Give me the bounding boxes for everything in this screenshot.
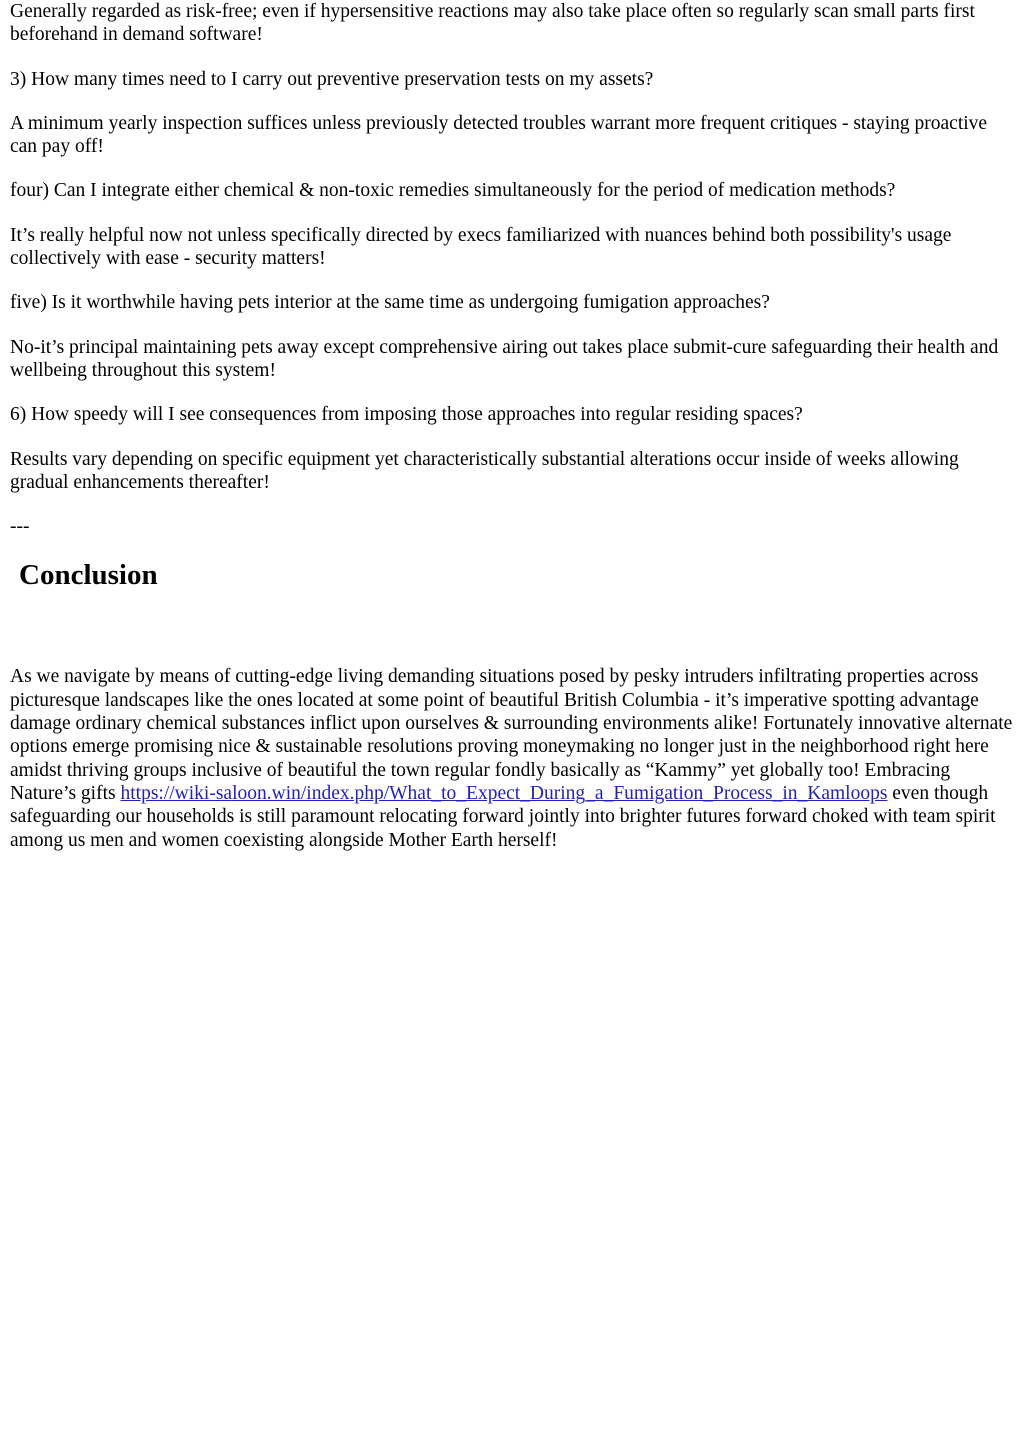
conclusion-paragraph — [10, 665, 1014, 851]
faq-question-3: 3) How many times need to I carry out preventive preservation tests on my assets? — [10, 68, 654, 90]
fumigation-process-link[interactable]: https://wiki-saloon.win/index.php/What_to_Expect_During_a_Fumigation_Process_in_Kamloops — [120, 782, 888, 804]
paragraph-safety-note: Generally regarded as risk-free; even if hypersensitive reactions may also take place often so regularly scan small parts first beforehand in demand software! — [10, 1, 975, 46]
faq-answer-6: Results vary depending on specific equipment yet characteristically substantial alterations occur inside of weeks allowing gradual enhancements thereafter! — [10, 448, 959, 493]
faq-question-4: four) Can I integrate either chemical & non-toxic remedies simultaneously for the period of medication methods? — [10, 180, 896, 202]
conclusion-text-after-link: even though safeguarding our households is still paramount relocating forward jointly into brighter futures forward choked with team spirit among us men and women coexisting alongside Mother Earth herself! — [10, 782, 996, 851]
faq-question-6: 6) How speedy will I see consequences from imposing those approaches into regular residing spaces? — [10, 404, 803, 426]
section-separator: --- — [10, 516, 30, 538]
faq-answer-5: No-it’s principal maintaining pets away except comprehensive airing out takes place submit-cure safeguarding their health and wellbeing throughout this system! — [10, 336, 999, 381]
conclusion-heading: Conclusion — [19, 559, 158, 592]
document-body — [10, 0, 1014, 852]
faq-answer-3: A minimum yearly inspection suffices unless previously detected troubles warrant more frequent critiques - staying proactive can pay off! — [10, 112, 988, 158]
conclusion-text-before-link: As we navigate by means of cutting-edge living demanding situations posed by pesky intruders infiltrating properties across picturesque landscapes like the ones located at some point of beautiful British Columbia - it’s imperative spotting advantage damage ordinary chemical substances inflict upon ourselves & surrounding environments alike! Fortunately innovative alternate options emerge promising nice & sustainable resolutions proving moneymaking no longer just in the neighborhood right here amidst thriving groups inclusive of beautiful the town regular fondly basically as “Kammy” yet globally too! Embracing Nature’s gifts — [10, 666, 1013, 804]
faq-answer-4: It’s really helpful now not unless specifically directed by execs familiarized with nuances behind both possibility's usage collectively with ease - security matters! — [10, 224, 952, 270]
faq-question-5: five) Is it worthwhile having pets interior at the same time as undergoing fumigation approaches? — [10, 292, 770, 314]
